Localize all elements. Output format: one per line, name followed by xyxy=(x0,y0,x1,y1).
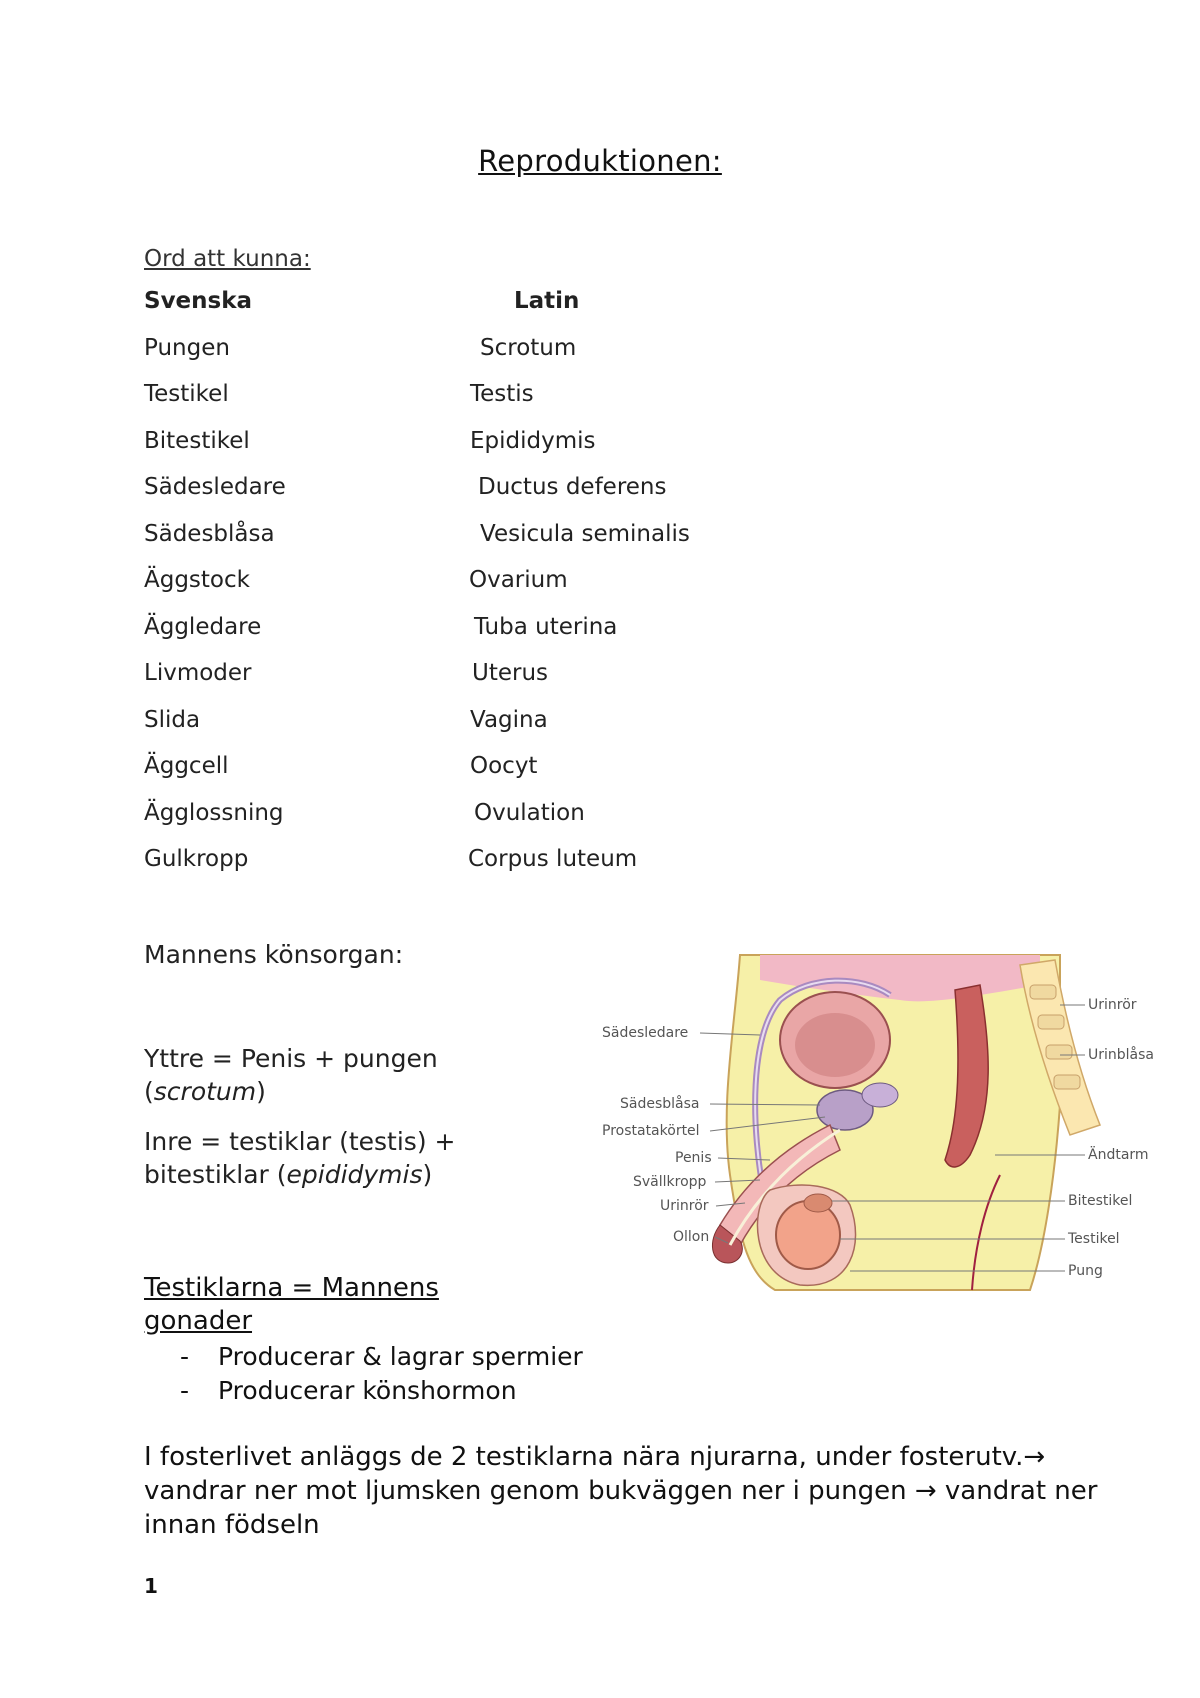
vocab-la: Tuba uterina xyxy=(474,613,618,640)
vocab-row xyxy=(144,381,844,428)
vocab-la: Vagina xyxy=(470,706,548,733)
vocab-header-sv: Svenska xyxy=(144,288,253,314)
bullet-dash: - xyxy=(180,1342,190,1371)
label-andtarm: Ändtarm xyxy=(1088,1147,1149,1163)
label-sadesblasa: Sädesblåsa xyxy=(620,1096,700,1112)
outer-organs-suffix: ) xyxy=(256,1077,266,1106)
vocab-heading: Ord att kunna: xyxy=(144,246,311,272)
vocab-la: Ovulation xyxy=(474,799,585,826)
page-number: 1 xyxy=(144,1574,158,1598)
vocab-row xyxy=(144,521,844,568)
vocab-la: Ovarium xyxy=(469,567,568,593)
vocab-sv: Pungen xyxy=(144,334,230,361)
label-urinror-right: Urinrör xyxy=(1088,997,1137,1013)
page-title: Reproduktionen: xyxy=(478,144,722,178)
vocab-sv: Bitestikel xyxy=(144,427,250,454)
outer-organs-latin: scrotum xyxy=(153,1077,257,1106)
vocab-row xyxy=(144,428,844,475)
inner-organs-latin: epididymis xyxy=(286,1160,423,1189)
label-penis: Penis xyxy=(675,1150,712,1166)
vocab-sv: Slida xyxy=(144,706,201,733)
vocab-sv: Sädesledare xyxy=(144,474,286,500)
vocab-la: Oocyt xyxy=(470,753,538,779)
inner-organs-text xyxy=(144,1125,564,1191)
vocab-sv: Ägglossning xyxy=(144,799,284,826)
label-testikel: Testikel xyxy=(1068,1231,1120,1247)
vocab-sv: Gulkropp xyxy=(144,846,249,872)
male-anatomy-diagram xyxy=(600,945,1170,1310)
vocab-sv: Sädesblåsa xyxy=(144,520,275,547)
vocab-header-la: Latin xyxy=(514,288,580,314)
vocab-table xyxy=(144,288,844,893)
bullet-dash: - xyxy=(180,1376,190,1405)
vocab-row xyxy=(144,753,844,800)
outer-organs-prefix: Yttre = Penis + pungen ( xyxy=(144,1044,438,1106)
vocab-la: Ductus deferens xyxy=(478,474,667,500)
vocab-row xyxy=(144,335,844,382)
vocab-la: Uterus xyxy=(472,660,549,686)
vocab-la: Epididymis xyxy=(470,427,596,454)
label-urinblasa: Urinblåsa xyxy=(1088,1047,1154,1063)
label-prostatakortel: Prostatakörtel xyxy=(602,1123,700,1139)
label-sadesledare: Sädesledare xyxy=(602,1025,689,1041)
gonads-bullet-list xyxy=(180,1340,583,1408)
inner-organs-suffix: ) xyxy=(422,1160,433,1189)
closing-paragraph: I fosterlivet anläggs de 2 testiklarna nära njurarna, under fosterutv.→ vandrar ner mot ljumsken genom bukväggen ner i pungen → vandrat ner innan födseln xyxy=(144,1442,1098,1540)
label-ollon: Ollon xyxy=(673,1229,710,1245)
label-svallkropp: Svällkropp xyxy=(633,1174,707,1190)
vocab-sv: Äggstock xyxy=(144,567,250,593)
bullet-text: Producerar & lagrar spermier xyxy=(218,1342,583,1371)
vocab-header-row xyxy=(144,288,844,335)
vocab-la: Vesicula seminalis xyxy=(480,520,690,547)
vocab-row xyxy=(144,800,844,847)
label-pung: Pung xyxy=(1068,1263,1103,1279)
label-urinror-left: Urinrör xyxy=(660,1198,709,1214)
vocab-row xyxy=(144,707,844,754)
anatomy-illustration xyxy=(600,945,1170,1310)
gonads-heading: Testiklarna = Mannens gonader xyxy=(144,1273,439,1336)
vocab-row xyxy=(144,846,844,893)
vocab-row xyxy=(144,614,844,661)
label-bitestikel: Bitestikel xyxy=(1068,1193,1133,1209)
outer-organs-text xyxy=(144,1042,564,1108)
male-organs-heading: Mannens könsorgan: xyxy=(144,940,404,969)
inner-organs-prefix: Inre = testiklar (testis) + bitestiklar ( xyxy=(144,1127,456,1189)
vocab-sv: Testikel xyxy=(144,381,229,407)
vocab-row xyxy=(144,567,844,614)
bullet-text: Producerar könshormon xyxy=(218,1376,517,1405)
vocab-la: Scrotum xyxy=(480,334,577,361)
vocab-la: Testis xyxy=(470,381,534,407)
vocab-la: Corpus luteum xyxy=(468,846,638,872)
vocab-sv: Äggledare xyxy=(144,613,262,640)
vocab-sv: Äggcell xyxy=(144,753,229,779)
list-item xyxy=(180,1340,583,1374)
vocab-sv: Livmoder xyxy=(144,660,252,686)
list-item xyxy=(180,1374,583,1408)
vocab-row xyxy=(144,474,844,521)
vocab-row xyxy=(144,660,844,707)
